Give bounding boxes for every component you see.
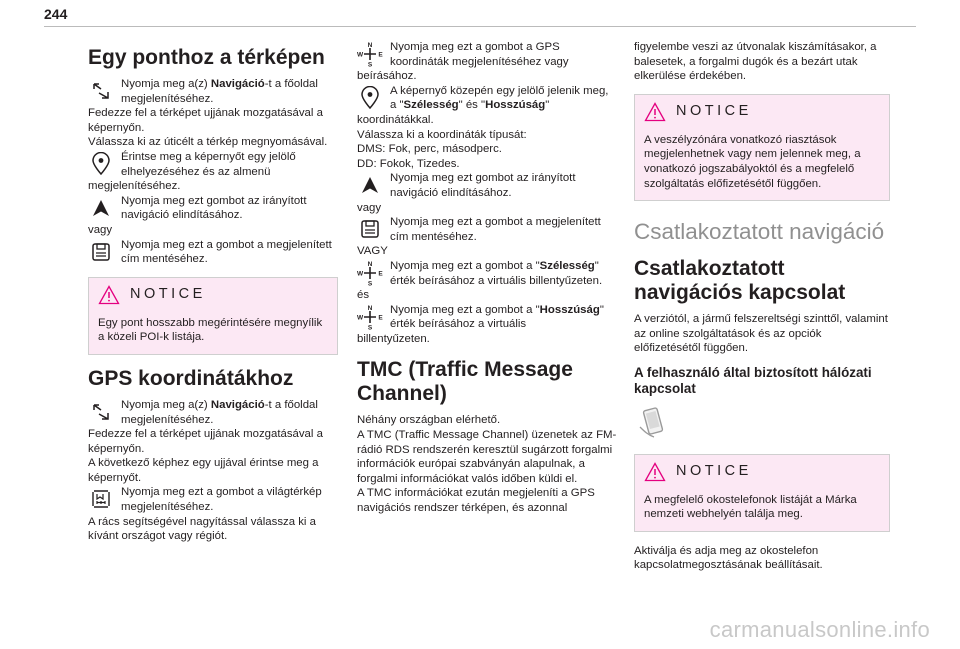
map-pin-icon bbox=[357, 84, 383, 112]
latitude-text-post: " érték beírásához a virtuális billentyűzeten. bbox=[390, 259, 603, 287]
gps-coords-text: Nyomja meg ezt a gombot a GPS koordináták megjelenítéséhez vagy bbox=[390, 41, 569, 68]
center-text-end: " bbox=[545, 99, 550, 112]
warning-icon bbox=[644, 462, 666, 482]
svg-text:W: W bbox=[357, 51, 364, 59]
es-text: és bbox=[357, 289, 370, 302]
nav-step-2 bbox=[88, 398, 338, 427]
latitude-bold: Szélesség bbox=[539, 259, 595, 272]
svg-text:E: E bbox=[378, 51, 383, 59]
notice-text: A megfelelő okostelefonok listáját a Márka nemzeti webhelyén találja meg. bbox=[644, 493, 857, 521]
save-step bbox=[88, 238, 338, 267]
world-map-step bbox=[88, 485, 338, 514]
heading-connected-navigation: Csatlakoztatott navigáció bbox=[634, 219, 885, 245]
para-activate: Aktiválja és adja meg az okostelefon kapcsolatmegosztásának beállításait. bbox=[634, 544, 823, 572]
svg-text:S: S bbox=[367, 61, 373, 67]
guided-nav-step-2 bbox=[357, 171, 617, 200]
notice-box-smartphones bbox=[634, 454, 890, 532]
notice-label: NOTICE bbox=[676, 463, 752, 480]
longitude-text-post: " érték beírásához a virtuális bbox=[390, 303, 604, 331]
nav-bold: Navigáció bbox=[210, 398, 265, 411]
pin-text-cont: megjelenítéséhez. bbox=[88, 180, 181, 193]
world-map-icon bbox=[88, 485, 114, 513]
gps-coords-step bbox=[357, 40, 617, 69]
nav-text-post: -t a főoldal megjelenítéséhez. bbox=[121, 398, 318, 426]
para-tmc: A TMC (Traffic Message Channel) üzenetek az FM-rádió RDS rendszerén keresztül sugárzott forgalmi információk európai szabványán alapulnak, a forgalmi információkat valós időben küldi el. bbox=[357, 429, 617, 485]
save-text: Nyomja meg ezt a gombot a megjelenített cím mentéséhez. bbox=[390, 216, 601, 243]
longitude-step bbox=[357, 303, 617, 332]
svg-text:W: W bbox=[357, 270, 364, 278]
heading-user-network: A felhasználó által biztosított hálózati kapcsolat bbox=[634, 364, 872, 396]
warning-icon bbox=[644, 102, 666, 122]
column-2 bbox=[357, 40, 617, 516]
notice-text: Egy pont hosszabb megérintésére megnyílik a közeli POI-k listája. bbox=[98, 316, 323, 344]
center-cont: koordinátákkal. bbox=[357, 113, 434, 126]
page-number: 244 bbox=[44, 6, 68, 22]
center-text-a: A képernyő közepén egy jelölő jelenik meg, a " bbox=[390, 84, 609, 112]
notice-label: NOTICE bbox=[676, 103, 752, 120]
para-grid: A rács segítségével nagyítással válassza ki a kívánt országot vagy régiót. bbox=[88, 515, 316, 543]
svg-text:E: E bbox=[378, 313, 383, 321]
top-rule bbox=[44, 26, 916, 27]
column-3 bbox=[634, 40, 890, 573]
longitude-text-pre: Nyomja meg ezt a gombot a " bbox=[390, 303, 540, 316]
longitude-cont: billentyűzeten. bbox=[357, 332, 430, 345]
para-next-image: A következő képhez egy ujjával érintse meg a képernyőt. bbox=[88, 457, 319, 484]
notice-text: A veszélyzónára vonatkozó riasztások megjelenhetnek vagy nem jelennek meg, a vonatkozó jogszabályoktól és a megfelelő szolgáltatás előfizetésétől függően. bbox=[644, 133, 861, 190]
watermark: carmanualsonline.info bbox=[709, 617, 930, 642]
notice-box-poi bbox=[88, 277, 338, 355]
para-tmc-2: A TMC információkat ezután megjeleníti a GPS navigációs rendszer térképen, és azonnal bbox=[357, 487, 595, 515]
svg-text:E: E bbox=[378, 270, 383, 278]
para-slide: Fedezze fel a térképet ujjának mozgatásával a képernyőn. bbox=[88, 107, 323, 134]
para-coord-type: Válassza ki a koordináták típusát: bbox=[357, 128, 527, 141]
para-dd: DD: Fokok, Tizedes. bbox=[357, 157, 460, 170]
or-text: vagy bbox=[88, 223, 113, 236]
guided-nav-step bbox=[88, 194, 338, 223]
para-continued: figyelembe veszi az útvonalak kiszámításakor, a balesetek, a forgalmi dugók és a bezárt utak elkerülése érdekében. bbox=[634, 41, 877, 83]
compass-icon bbox=[357, 259, 383, 287]
navigation-icon bbox=[88, 77, 114, 105]
save-icon bbox=[357, 215, 383, 243]
or-text: vagy bbox=[357, 201, 382, 214]
heading-gps: GPS koordinátákhoz bbox=[88, 366, 294, 390]
longitude-bold: Hosszúság bbox=[485, 99, 546, 112]
latitude-bold: Szélesség bbox=[403, 99, 459, 112]
para-select-destination: Válassza ki az úticélt a térkép megnyomásával. bbox=[88, 136, 328, 149]
world-map-text: Nyomja meg ezt a gombot a világtérkép megjelenítéséhez. bbox=[121, 486, 322, 514]
heading-connection: Csatlakoztatott navigációs kapcsolat bbox=[634, 257, 846, 305]
warning-icon bbox=[98, 285, 120, 305]
nav-text-pre: Nyomja meg a(z) bbox=[121, 78, 211, 90]
svg-text:W: W bbox=[357, 313, 364, 321]
svg-text:N: N bbox=[367, 260, 373, 268]
pin-step bbox=[88, 150, 338, 179]
gps-coords-cont: beírásához. bbox=[357, 70, 417, 83]
or-caps-text: VAGY bbox=[357, 245, 388, 258]
longitude-bold: Hosszúság bbox=[539, 303, 600, 316]
save-icon bbox=[88, 238, 114, 266]
center-marker-step bbox=[357, 84, 617, 113]
guidance-arrow-icon bbox=[88, 194, 114, 222]
guided-nav-text: Nyomja meg ezt gombot az irányított navigáció elindításához. bbox=[121, 194, 307, 222]
column-1 bbox=[88, 40, 338, 544]
center-text-and: " és " bbox=[458, 99, 486, 112]
para-version: A verziótól, a jármű felszereltségi szinttől, valamint az online szolgáltatások és az opciók előfizetésétől függően. bbox=[634, 313, 888, 355]
svg-text:N: N bbox=[367, 304, 373, 312]
nav-step bbox=[88, 77, 338, 106]
svg-text:N: N bbox=[367, 42, 373, 49]
compass-icon bbox=[357, 303, 383, 331]
latitude-text-pre: Nyomja meg ezt a gombot a " bbox=[390, 259, 540, 272]
para-slide-2: Fedezze fel a térképet ujjának mozgatásával a képernyőn. bbox=[88, 428, 323, 455]
heading-tmc: TMC (Traffic Message Channel) bbox=[357, 358, 573, 406]
map-pin-icon bbox=[88, 150, 114, 178]
svg-text:S: S bbox=[367, 280, 373, 286]
guidance-arrow-icon bbox=[357, 171, 383, 199]
compass-icon bbox=[357, 40, 383, 68]
para-dms: DMS: Fok, perc, másodperc. bbox=[357, 143, 502, 156]
smartphone-icon bbox=[638, 407, 890, 444]
notice-box-danger-zone bbox=[634, 94, 890, 201]
notice-label: NOTICE bbox=[130, 286, 206, 303]
nav-text-post: -t a főoldal megjelenítéséhez. bbox=[121, 78, 318, 105]
nav-bold: Navigáció bbox=[210, 78, 265, 90]
save-text: Nyomja meg ezt a gombot a megjelenített cím mentéséhez. bbox=[121, 238, 332, 266]
pin-text: Érintse meg a képernyőt egy jelölő elhelyezéséhez és az almenü bbox=[121, 150, 296, 178]
nav-text-pre: Nyomja meg a(z) bbox=[121, 398, 211, 411]
heading-map-point: Egy ponthoz a térképen bbox=[88, 46, 325, 69]
para-some-countries: Néhány országban elérhető. bbox=[357, 414, 501, 427]
svg-text:S: S bbox=[367, 324, 373, 330]
latitude-step bbox=[357, 259, 617, 288]
save-step-2 bbox=[357, 215, 617, 244]
guided-nav-text: Nyomja meg ezt gombot az irányított navigáció elindításához. bbox=[390, 172, 576, 199]
navigation-icon bbox=[88, 398, 114, 426]
